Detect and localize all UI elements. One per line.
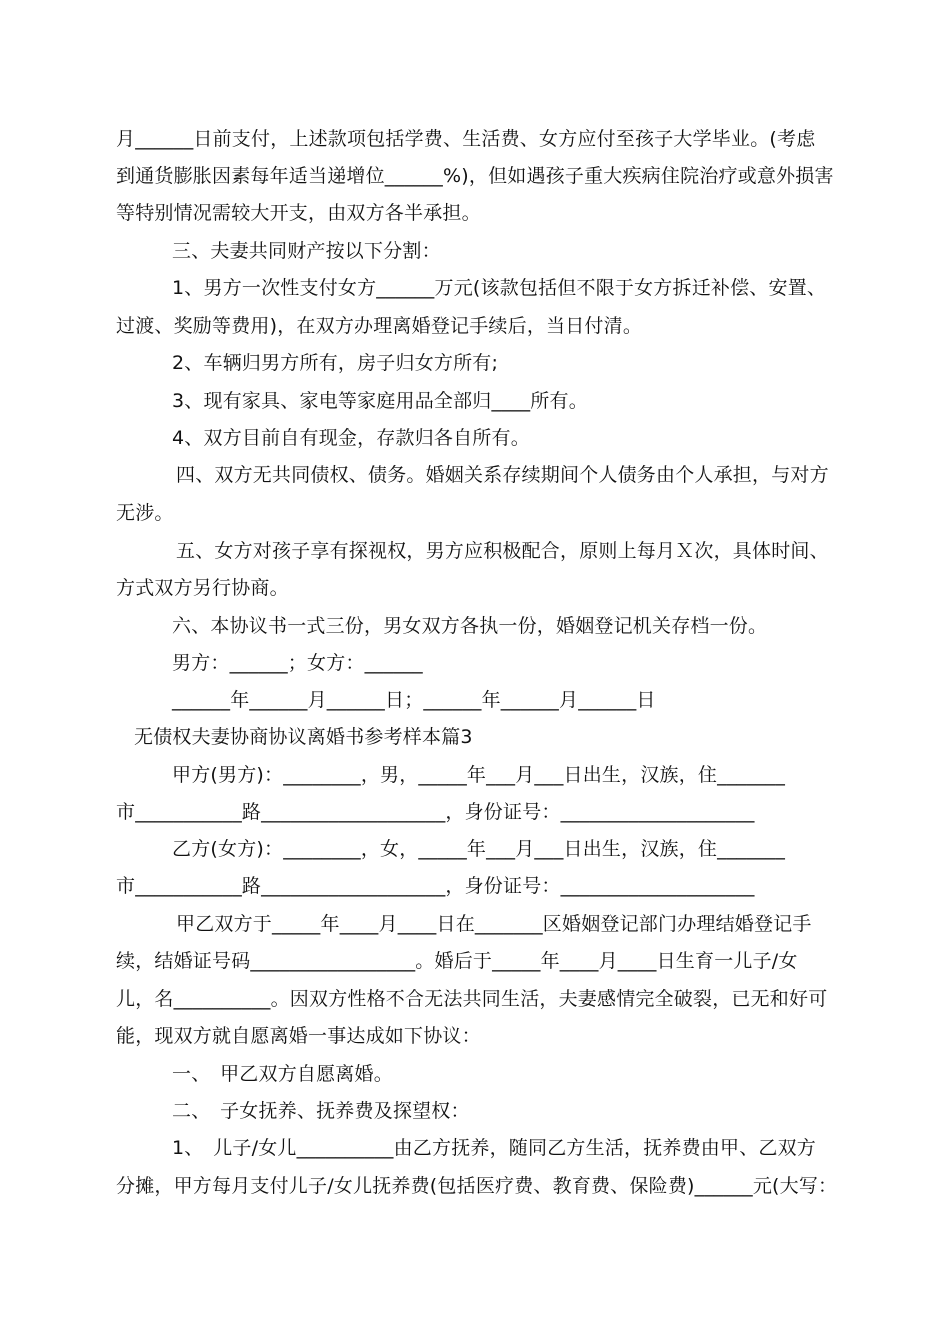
text-line: 甲乙双方于_____年____月____日在_______区婚姻登记部门办理结婚登记手 (176, 913, 812, 935)
date-line: ______年______月______日；______年______月______日 (172, 689, 656, 711)
text-line: 1、 儿子/女儿__________由乙方抚养，随同乙方生活，抚养费由甲、乙双方 (172, 1137, 816, 1159)
text-line: 续，结婚证号码_________________。婚后于_____年____月____日生育一儿子/女 (116, 950, 798, 972)
text-line: 无涉。 (116, 502, 174, 524)
text-line: 方式双方另行协商。 (116, 577, 289, 599)
text-line: 分摊，甲方每月支付儿子/女儿抚养费(包括医疗费、教育费、保险费)______元(大写： (116, 1175, 838, 1197)
signature-line: 男方：______；女方：______ (172, 652, 423, 674)
text-line: 过渡、奖励等费用)，在双方办理离婚登记手续后，当日付清。 (116, 315, 643, 337)
text-line: 月______日前支付，上述款项包括学费、生活费、女方应付至孩子大学毕业。(考虑 (116, 128, 816, 150)
text-line: 能，现双方就自愿离婚一事达成如下协议： (116, 1025, 481, 1047)
text-line: 2、车辆归男方所有，房子归女方所有; (172, 352, 499, 374)
party-a-address: 市___________路___________________，身份证号：____________________ (116, 801, 755, 823)
text-line: 1、男方一次性支付女方______万元(该款包括但不限于女方拆迁补偿、安置、 (172, 277, 827, 299)
text-line: 到通货膨胀因素每年适当递增位______%)，但如遇孩子重大疾病住院治疗或意外损害 (116, 165, 834, 187)
party-a-line: 甲方(男方)：________，男，_____年___月___日出生，汉族，住_______ (172, 764, 786, 786)
section-heading: 六、本协议书一式三份，男女双方各执一份，婚姻登记机关存档一份。 (172, 615, 768, 637)
text-line: 等特别情况需较大开支，由双方各半承担。 (116, 202, 481, 224)
section-heading: 四、双方无共同债权、债务。婚姻关系存续期间个人债务由个人承担，与对方 (176, 464, 829, 486)
text-line: 3、现有家具、家电等家庭用品全部归____所有。 (172, 390, 588, 412)
section-heading: 五、女方对孩子享有探视权，男方应积极配合，原则上每月Ｘ次，具体时间、 (176, 540, 829, 562)
section-heading: 二、 子女抚养、抚养费及探望权： (172, 1100, 470, 1122)
text-line: 4、双方目前自有现金，存款归各自所有。 (172, 427, 530, 449)
section-heading: 三、夫妻共同财产按以下分割： (172, 240, 441, 262)
text-line: 儿，名__________。因双方性格不合无法共同生活，夫妻感情完全破裂，已无和好可 (116, 988, 828, 1010)
party-b-address: 市___________路___________________，身份证号：____________________ (116, 875, 755, 897)
document-title: 无债权夫妻协商协议离婚书参考样本篇3 (134, 726, 473, 748)
party-b-line: 乙方(女方)：________，女，_____年___月___日出生，汉族，住_______ (172, 838, 786, 860)
section-heading: 一、 甲乙双方自愿离婚。 (172, 1063, 393, 1085)
